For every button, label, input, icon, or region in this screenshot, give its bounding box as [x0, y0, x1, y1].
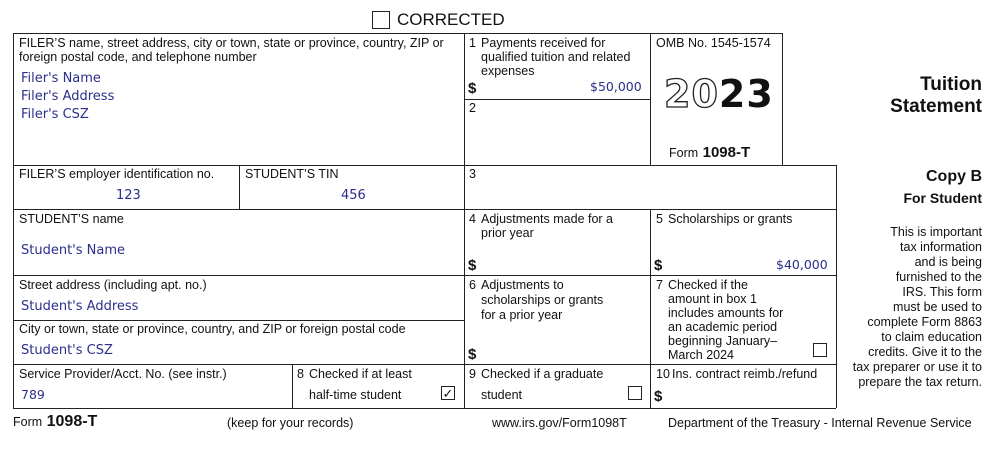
filer-ein-label: FILER’S employer identification no. — [19, 167, 215, 181]
copy-note-line: prepare the tax return. — [858, 375, 982, 389]
col-line-box5 — [650, 209, 651, 408]
student-tin-value[interactable]: 456 — [341, 188, 366, 203]
copy-note-line: IRS. This form — [902, 285, 982, 299]
form-bottom-border — [13, 408, 836, 409]
tax-year-prefix: 20 — [664, 72, 719, 116]
student-name-value[interactable]: Student's Name — [21, 243, 126, 258]
row-line-city — [13, 320, 464, 321]
box2-number: 2 — [469, 101, 476, 115]
box10-label: Ins. contract reimb./refund — [672, 367, 818, 381]
col-line-box8 — [292, 364, 293, 408]
copy-note-line: and is being — [914, 255, 982, 269]
box6-currency: $ — [468, 346, 477, 363]
account-value[interactable]: 789 — [21, 387, 45, 402]
copy-title: Copy B — [926, 168, 982, 185]
box5-currency: $ — [654, 257, 663, 274]
copy-subtitle: For Student — [903, 190, 982, 206]
box6-label: Adjustments to scholarships or grants for a prior year — [481, 278, 604, 322]
tax-year — [664, 72, 774, 116]
row-line-3 — [13, 275, 836, 276]
account-label: Service Provider/Acct. No. (see instr.) — [19, 367, 227, 381]
copy-note-line: to claim education — [881, 330, 982, 344]
box9-label2: student — [481, 388, 523, 402]
city-value[interactable]: Student's CSZ — [21, 343, 113, 358]
box4-label: Adjustments made for a prior year — [481, 212, 614, 240]
corrected-label: CORRECTED — [397, 10, 505, 29]
col-line-main — [464, 33, 465, 408]
city-label: City or town, state or province, country, and ZIP or foreign postal code — [19, 322, 406, 336]
box1-label: Payments received for qualified tuition and related expenses — [481, 36, 631, 78]
row-line-4 — [13, 364, 836, 365]
student-name-label: STUDENT’S name — [19, 212, 124, 226]
copy-note-line: tax preparer or use it to — [852, 360, 982, 374]
col-line-omb-right — [782, 33, 783, 165]
box5-number: 5 — [656, 212, 663, 226]
footer-dept: Department of the Treasury - Internal Revenue Service — [668, 416, 972, 430]
form-right-border — [836, 165, 837, 408]
box8-checkbox[interactable]: ✓ — [442, 386, 454, 401]
box8-number: 8 — [297, 367, 304, 381]
box1-box2-divider — [464, 99, 650, 100]
box7-label: Checked if the amount in box 1 includes amounts for an academic period beginning January– March 2024 — [668, 278, 784, 362]
footer-keep: (keep for your records) — [227, 416, 354, 430]
filer-label: FILER’S name, street address, city or town, state or province, country, ZIP or foreign postal code, and telephone number — [19, 36, 444, 64]
box9-label: Checked if a graduate — [481, 367, 604, 381]
copy-note-line: tax information — [900, 240, 982, 254]
row-line-1 — [13, 165, 836, 166]
filer-name[interactable]: Filer's Name — [21, 71, 101, 86]
form-name-label — [669, 144, 750, 162]
copy-note-line: must be used to — [893, 300, 982, 314]
street-value[interactable]: Student's Address — [21, 299, 139, 314]
copy-note-line: furnished to the — [895, 270, 982, 284]
filer-ein-value[interactable]: 123 — [116, 188, 141, 203]
box4-number: 4 — [469, 212, 476, 226]
form-title-line1: Tuition — [920, 74, 982, 95]
box1-number: 1 — [469, 36, 476, 50]
box7-checkbox[interactable] — [813, 343, 827, 357]
box10-number: 10 — [656, 367, 670, 381]
box7-number: 7 — [656, 278, 663, 292]
form-name: 1098-T — [702, 144, 751, 161]
footer-form-name: 1098-T — [46, 413, 98, 430]
box1-value[interactable]: $50,000 — [590, 79, 642, 94]
box4-currency: $ — [468, 257, 477, 274]
tax-year-suffix: 23 — [718, 72, 774, 116]
row-line-2 — [13, 209, 836, 210]
omb-number: OMB No. 1545-1574 — [656, 36, 771, 50]
form-title-line2: Statement — [890, 96, 982, 117]
form-prefix: Form — [669, 146, 699, 160]
box9-checkbox[interactable] — [628, 386, 642, 400]
box10-currency: $ — [654, 388, 663, 405]
form-top-border — [13, 33, 782, 34]
student-tin-label: STUDENT’S TIN — [245, 167, 339, 181]
corrected-checkbox[interactable] — [372, 11, 390, 29]
copy-note-line: credits. Give it to the — [868, 345, 982, 359]
filer-csz[interactable]: Filer's CSZ — [21, 107, 89, 122]
col-line-omb — [650, 33, 651, 165]
box6-number: 6 — [469, 278, 476, 292]
filer-address[interactable]: Filer's Address — [21, 89, 115, 104]
footer-form — [13, 413, 97, 431]
form-left-border — [13, 33, 14, 408]
copy-note — [840, 225, 982, 390]
footer-url[interactable]: www.irs.gov/Form1098T — [492, 416, 627, 430]
footer-form-prefix: Form — [13, 415, 43, 429]
copy-note-line: complete Form 8863 — [867, 315, 982, 329]
box9-number: 9 — [469, 367, 476, 381]
copy-note-line: This is important — [890, 225, 982, 239]
box5-label: Scholarships or grants — [668, 212, 793, 226]
form-title — [840, 74, 982, 118]
col-line-tin — [239, 165, 240, 209]
box8-label2: half-time student — [309, 388, 402, 402]
box5-value[interactable]: $40,000 — [776, 257, 828, 272]
street-label: Street address (including apt. no.) — [19, 278, 207, 292]
box1-currency: $ — [468, 80, 477, 97]
box8-label: Checked if at least — [309, 367, 412, 381]
box3-number: 3 — [469, 167, 476, 181]
